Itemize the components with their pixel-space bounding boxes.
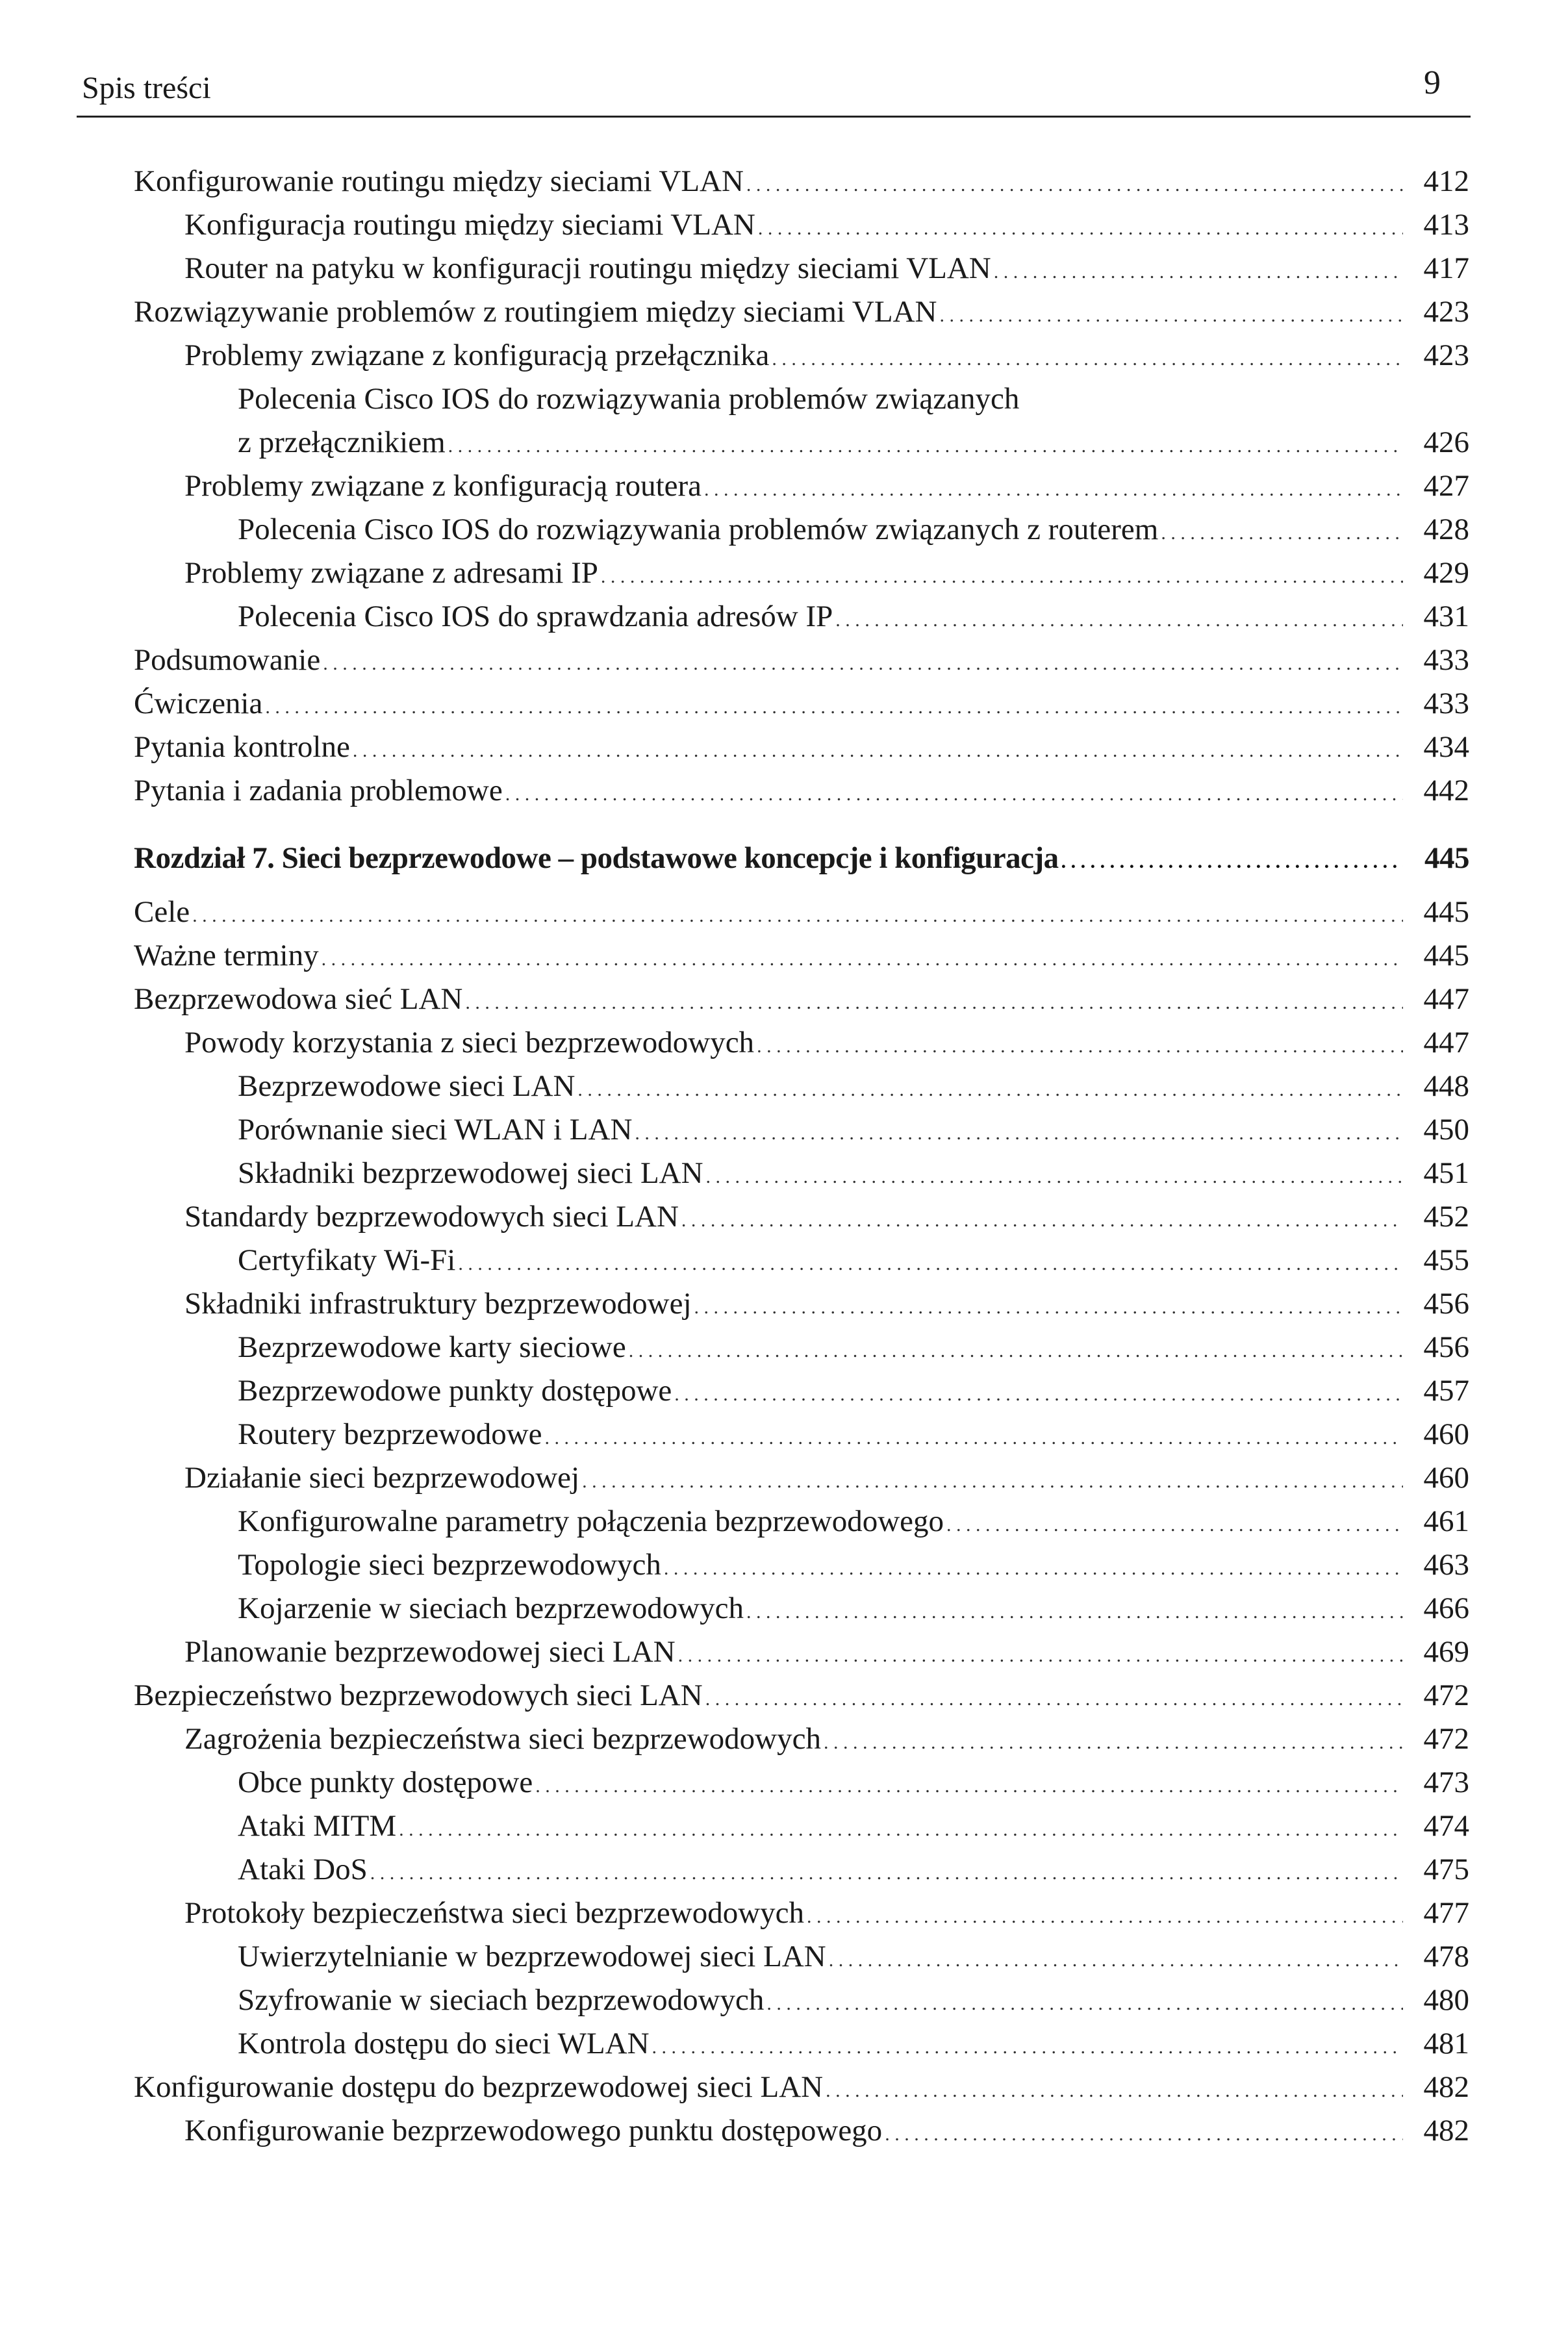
toc-entry-title: Konfigurowalne parametry połączenia bezprzewodowego	[238, 1504, 944, 1538]
toc-entry-title: Konfigurowanie dostępu do bezprzewodowej sieci LAN	[134, 2070, 824, 2104]
toc-entry	[0, 464, 1568, 508]
dot-leader	[704, 468, 1403, 511]
toc-entry	[0, 421, 1568, 464]
toc-entry-title: z przełącznikiem	[238, 425, 446, 459]
toc-entry-page: 450	[1423, 1113, 1469, 1146]
dot-leader	[746, 163, 1403, 207]
toc-entry-title: Problemy związane z konfiguracją przełącznika	[184, 338, 770, 372]
toc-entry	[0, 1326, 1568, 1369]
toc-entry-page: 423	[1423, 338, 1469, 372]
toc-entry	[0, 203, 1568, 247]
dot-leader	[807, 1895, 1403, 1938]
toc-entry	[0, 1282, 1568, 1326]
toc-entry-title: Problemy związane z adresami IP	[184, 556, 598, 590]
dot-leader	[370, 1851, 1403, 1895]
toc-entry	[0, 334, 1568, 377]
toc-entry	[0, 2109, 1568, 2153]
toc-entry	[0, 2022, 1568, 2066]
dot-leader	[678, 1634, 1403, 1677]
toc-entry-title: Konfiguracja routingu między sieciami VLAN	[184, 208, 755, 242]
dot-leader	[705, 1677, 1403, 1721]
dot-leader	[664, 1547, 1403, 1590]
toc-entry-title: Szyfrowanie w sieciach bezprzewodowych	[238, 1983, 765, 2017]
table-of-contents	[0, 160, 1568, 2153]
toc-entry	[0, 2066, 1568, 2109]
toc-entry-title: Topologie sieci bezprzewodowych	[238, 1548, 661, 1582]
toc-entry-title: Protokoły bezpieczeństwa sieci bezprzewodowych	[184, 1896, 804, 1930]
toc-entry	[0, 1717, 1568, 1761]
dot-leader	[835, 598, 1403, 642]
dot-leader	[192, 894, 1403, 937]
dot-leader	[681, 1198, 1403, 1242]
toc-entry-title: Zagrożenia bezpieczeństwa sieci bezprzewodowych	[184, 1722, 821, 1756]
toc-entry	[0, 1108, 1568, 1152]
dot-leader	[545, 1416, 1403, 1460]
dot-leader	[1161, 511, 1403, 555]
toc-entry-title: Certyfikaty Wi-Fi	[238, 1243, 456, 1277]
toc-entry-title: Bezprzewodowe punkty dostępowe	[238, 1374, 672, 1408]
toc-entry-title: Kojarzenie w sieciach bezprzewodowych	[238, 1591, 744, 1625]
toc-entry	[0, 1543, 1568, 1587]
dot-leader	[824, 1721, 1403, 1764]
toc-entry-page: 429	[1423, 556, 1469, 590]
toc-entry	[0, 1456, 1568, 1500]
dot-leader	[652, 2025, 1403, 2069]
toc-chapter-entry	[0, 837, 1568, 880]
dot-leader	[994, 250, 1403, 294]
toc-entry-title: Pytania i zadania problemowe	[134, 774, 503, 807]
toc-entry-page: 480	[1423, 1983, 1469, 2017]
toc-entry	[0, 978, 1568, 1021]
dot-leader	[694, 1285, 1403, 1329]
toc-entry-title: Polecenia Cisco IOS do rozwiązywania problemów związanych z routerem	[238, 513, 1159, 546]
toc-entry-page: 461	[1423, 1504, 1469, 1538]
toc-entry	[0, 769, 1568, 813]
toc-entry	[0, 1021, 1568, 1065]
toc-entry-title: Podsumowanie	[134, 643, 321, 677]
toc-entry	[0, 1500, 1568, 1543]
dot-leader	[353, 729, 1403, 772]
dot-leader	[826, 2069, 1403, 2112]
dot-leader	[448, 424, 1403, 468]
toc-entry-page: 426	[1423, 425, 1469, 459]
toc-entry-page: 431	[1423, 600, 1469, 633]
toc-entry-title: Routery bezprzewodowe	[238, 1417, 542, 1451]
toc-entry-page: 478	[1423, 1940, 1469, 1973]
toc-entry-page: 433	[1423, 643, 1469, 677]
toc-entry-title: Porównanie sieci WLAN i LAN	[238, 1113, 633, 1146]
toc-entry-title: Obce punkty dostępowe	[238, 1766, 533, 1799]
toc-entry-page: 475	[1423, 1853, 1469, 1886]
toc-entry-page: 427	[1423, 469, 1469, 503]
toc-entry-title: Rozwiązywanie problemów z routingiem między sieciami VLAN	[134, 295, 937, 329]
toc-entry-page: 456	[1423, 1330, 1469, 1364]
page-number: 9	[1424, 64, 1441, 101]
toc-entry-title: Standardy bezprzewodowych sieci LAN	[184, 1200, 679, 1234]
dot-leader	[1061, 840, 1403, 883]
toc-entry-page: 469	[1423, 1635, 1469, 1669]
toc-entry-page: 482	[1423, 2114, 1469, 2147]
toc-entry-title: Cele	[134, 895, 190, 929]
toc-entry-page: 442	[1423, 774, 1469, 807]
toc-entry-title: Składniki infrastruktury bezprzewodowej	[184, 1287, 692, 1321]
toc-entry-title: Problemy związane z konfiguracją routera	[184, 469, 702, 503]
dot-leader	[601, 555, 1403, 598]
toc-entry	[0, 1369, 1568, 1413]
toc-entry-title: Ataki MITM	[238, 1809, 397, 1843]
toc-entry-title: Uwierzytelnianie w bezprzewodowej sieci LAN	[238, 1940, 826, 1973]
toc-entry	[0, 934, 1568, 978]
toc-entry	[0, 639, 1568, 682]
toc-entry-page: 413	[1423, 208, 1469, 242]
toc-entry-page: 482	[1423, 2070, 1469, 2104]
toc-entry-page: 428	[1423, 513, 1469, 546]
toc-entry-page: 445	[1423, 895, 1469, 929]
toc-entry	[0, 377, 1568, 421]
toc-entry-title: Składniki bezprzewodowej sieci LAN	[238, 1156, 703, 1190]
toc-entry-page: 451	[1423, 1156, 1469, 1190]
dot-leader	[829, 1938, 1403, 1982]
toc-entry	[0, 682, 1568, 726]
toc-entry-page: 433	[1423, 687, 1469, 720]
dot-leader	[757, 1024, 1403, 1068]
dot-leader	[939, 294, 1403, 337]
toc-entry-page: 445	[1424, 841, 1469, 875]
toc-entry	[0, 508, 1568, 551]
toc-entry-page: 463	[1423, 1548, 1469, 1582]
toc-entry	[0, 595, 1568, 639]
toc-entry-title: Ważne terminy	[134, 939, 319, 972]
toc-entry	[0, 1761, 1568, 1804]
toc-entry-title: Router na patyku w konfiguracji routingu między sieciami VLAN	[184, 251, 991, 285]
toc-entry-page: 417	[1423, 251, 1469, 285]
dot-leader	[766, 1982, 1403, 2025]
toc-entry-title: Bezpieczeństwo bezprzewodowych sieci LAN	[134, 1678, 703, 1712]
toc-entry-page: 448	[1423, 1069, 1469, 1103]
toc-entry-title: Działanie sieci bezprzewodowej	[184, 1461, 580, 1495]
toc-entry	[0, 1848, 1568, 1892]
toc-entry-page: 445	[1423, 939, 1469, 972]
dot-leader	[885, 2112, 1403, 2156]
toc-entry-page: 472	[1423, 1678, 1469, 1712]
dot-leader	[265, 685, 1403, 729]
toc-entry-title: Rozdział 7. Sieci bezprzewodowe – podstawowe koncepcje i konfiguracja	[134, 841, 1059, 875]
toc-entry	[0, 160, 1568, 203]
toc-entry-page: 423	[1423, 295, 1469, 329]
toc-entry	[0, 551, 1568, 595]
toc-entry-page: 457	[1423, 1374, 1469, 1408]
toc-entry-page: 447	[1423, 982, 1469, 1016]
toc-entry-page: 455	[1423, 1243, 1469, 1277]
toc-entry	[0, 891, 1568, 934]
dot-leader	[635, 1111, 1403, 1155]
toc-entry	[0, 1630, 1568, 1674]
toc-entry-title: Planowanie bezprzewodowej sieci LAN	[184, 1635, 676, 1669]
toc-entry-page: 472	[1423, 1722, 1469, 1756]
toc-entry-title: Bezprzewodowe sieci LAN	[238, 1069, 575, 1103]
toc-entry	[0, 1892, 1568, 1935]
toc-entry	[0, 1195, 1568, 1239]
toc-entry-page: 460	[1423, 1417, 1469, 1451]
dot-leader	[772, 337, 1403, 381]
dot-leader	[629, 1329, 1403, 1373]
dot-leader	[505, 772, 1403, 816]
toc-entry-title: Kontrola dostępu do sieci WLAN	[238, 2027, 650, 2060]
toc-entry-page: 456	[1423, 1287, 1469, 1321]
toc-entry-title: Ataki DoS	[238, 1853, 368, 1886]
toc-entry-title: Polecenia Cisco IOS do rozwiązywania problemów związanych	[238, 382, 1020, 416]
toc-entry-page: 434	[1423, 730, 1469, 764]
toc-entry-title: Powody korzystania z sieci bezprzewodowych	[184, 1026, 755, 1059]
toc-entry	[0, 1239, 1568, 1282]
dot-leader	[458, 1242, 1403, 1285]
toc-entry-title: Bezprzewodowe karty sieciowe	[238, 1330, 626, 1364]
toc-entry	[0, 1152, 1568, 1195]
toc-entry	[0, 1935, 1568, 1979]
dot-leader	[582, 1460, 1403, 1503]
toc-entry-title: Bezprzewodowa sieć LAN	[134, 982, 463, 1016]
header-rule	[77, 116, 1471, 118]
dot-leader	[674, 1373, 1403, 1416]
dot-leader	[322, 937, 1403, 981]
dot-leader	[577, 1068, 1403, 1111]
toc-entry	[0, 726, 1568, 769]
toc-entry-page: 466	[1423, 1591, 1469, 1625]
toc-entry	[0, 1587, 1568, 1630]
dot-leader	[465, 981, 1403, 1024]
toc-entry-title: Polecenia Cisco IOS do sprawdzania adresów IP	[238, 600, 833, 633]
toc-entry	[0, 1065, 1568, 1108]
toc-entry	[0, 1804, 1568, 1848]
dot-leader	[758, 207, 1403, 250]
dot-leader	[535, 1764, 1403, 1808]
toc-entry-title: Pytania kontrolne	[134, 730, 350, 764]
toc-entry	[0, 1979, 1568, 2022]
toc-entry-page: 447	[1423, 1026, 1469, 1059]
toc-entry-page: 474	[1423, 1809, 1469, 1843]
toc-entry-page: 452	[1423, 1200, 1469, 1234]
toc-entry	[0, 1674, 1568, 1717]
dot-leader	[746, 1590, 1403, 1634]
toc-entry-title: Ćwiczenia	[134, 687, 263, 720]
running-header-title: Spis treści	[82, 71, 211, 105]
toc-entry	[0, 290, 1568, 334]
toc-entry-page: 481	[1423, 2027, 1469, 2060]
dot-leader	[946, 1503, 1403, 1547]
toc-entry	[0, 1413, 1568, 1456]
dot-leader	[706, 1155, 1403, 1198]
dot-leader	[399, 1808, 1403, 1851]
toc-entry-page: 473	[1423, 1766, 1469, 1799]
toc-entry	[0, 247, 1568, 290]
toc-entry-page: 477	[1423, 1896, 1469, 1930]
dot-leader	[323, 642, 1403, 685]
toc-entry-title: Konfigurowanie routingu między sieciami VLAN	[134, 164, 744, 198]
toc-entry-title: Konfigurowanie bezprzewodowego punktu dostępowego	[184, 2114, 883, 2147]
toc-entry-page: 460	[1423, 1461, 1469, 1495]
toc-entry-page: 412	[1423, 164, 1469, 198]
